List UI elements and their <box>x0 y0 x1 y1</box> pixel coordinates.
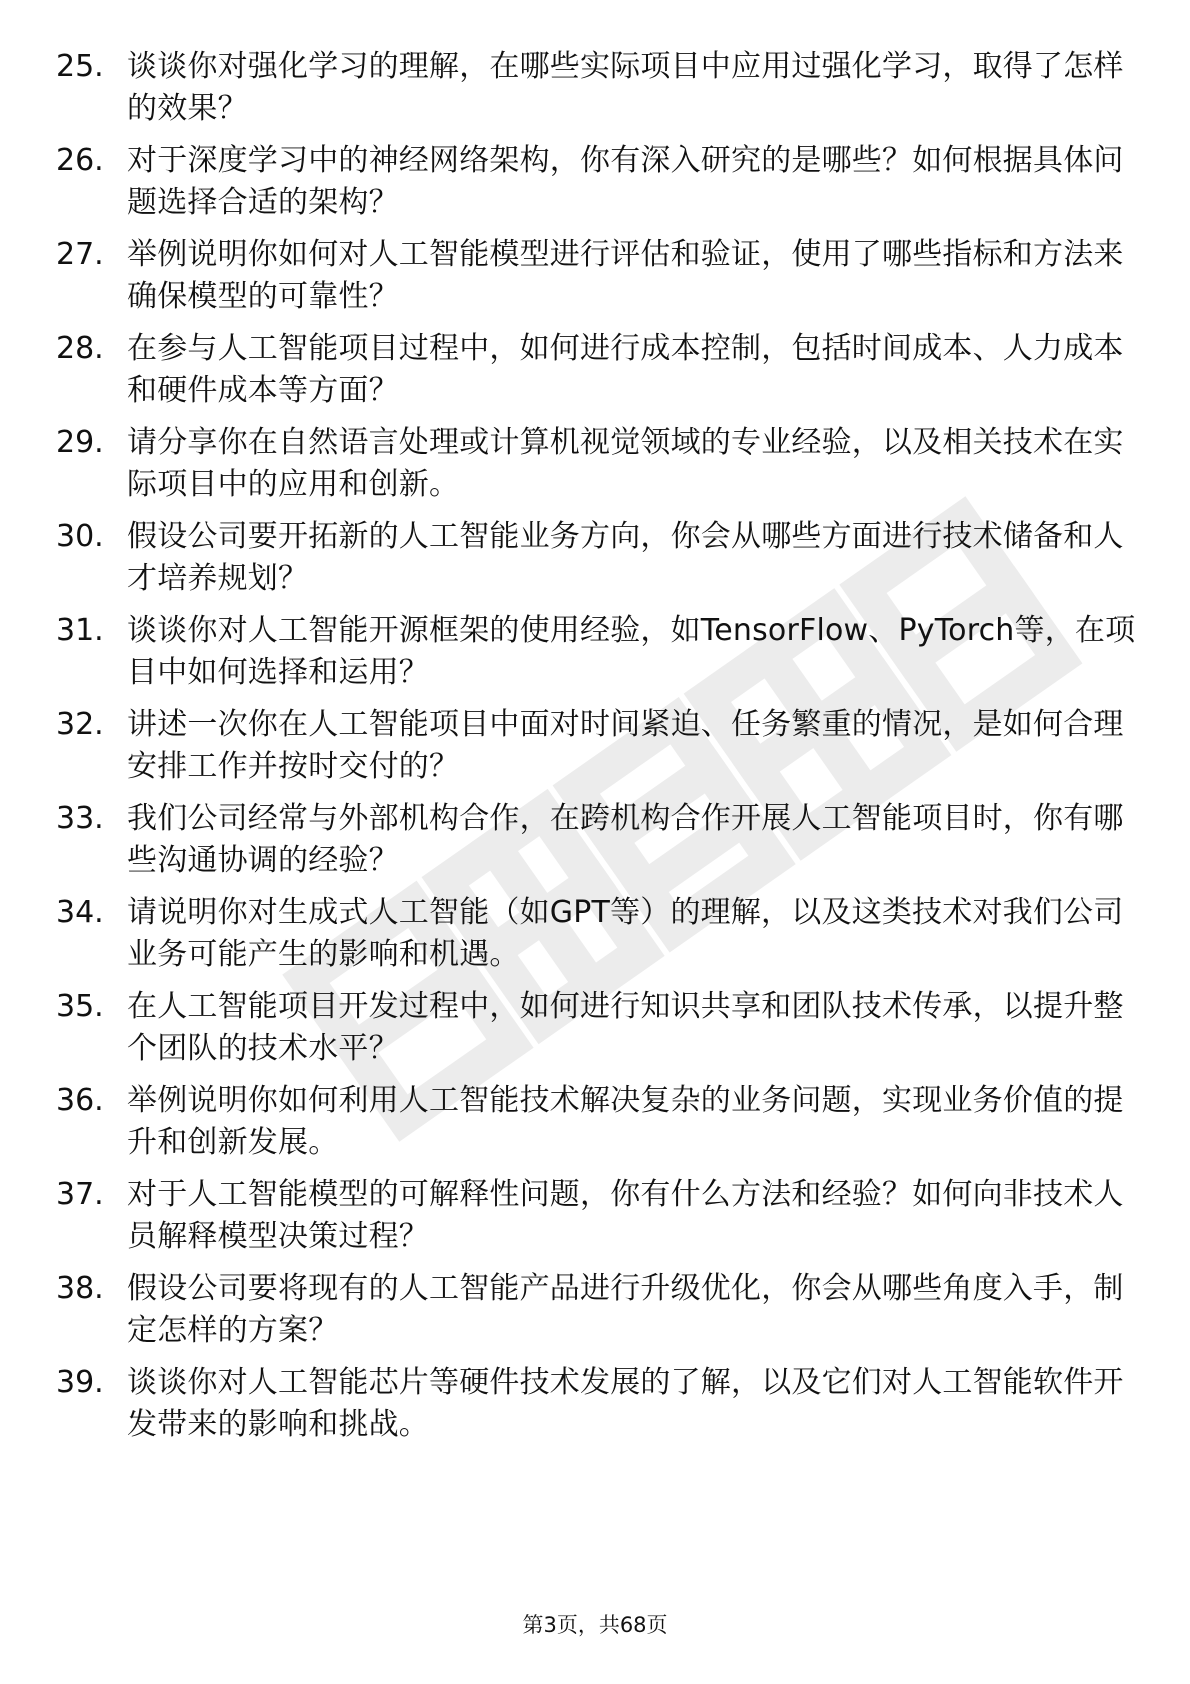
list-item <box>0 798 1190 892</box>
list-item <box>0 140 1190 234</box>
list-item <box>0 1268 1190 1362</box>
list-item <box>0 234 1190 328</box>
question-text: 我们公司经常与外部机构合作，在跨机构合作开展人工智能项目时，你有哪些沟通协调的经验？ <box>127 801 1124 878</box>
question-number: 30. <box>56 519 104 554</box>
question-text: 举例说明你如何利用人工智能技术解决复杂的业务问题，实现业务价值的提升和创新发展。 <box>127 1083 1124 1160</box>
question-number: 27. <box>56 237 104 272</box>
question-number: 31. <box>56 613 104 648</box>
question-text: 请分享你在自然语言处理或计算机视觉领域的专业经验，以及相关技术在实际项目中的应用和创新。 <box>127 425 1124 502</box>
question-text: 假设公司要开拓新的人工智能业务方向，你会从哪些方面进行技术储备和人才培养规划？ <box>127 519 1124 596</box>
list-item <box>0 1080 1190 1174</box>
list-item <box>0 892 1190 986</box>
list-item <box>0 704 1190 798</box>
question-text: 谈谈你对人工智能开源框架的使用经验，如TensorFlow、PyTorch等，在项目中如何选择和运用？ <box>127 613 1136 690</box>
question-number: 28. <box>56 331 104 366</box>
question-number: 26. <box>56 143 104 178</box>
list-item <box>0 610 1190 704</box>
question-text: 讲述一次你在人工智能项目中面对时间紧迫、任务繁重的情况，是如何合理安排工作并按时交付的？ <box>127 707 1124 784</box>
question-text: 在人工智能项目开发过程中，如何进行知识共享和团队技术传承，以提升整个团队的技术水平？ <box>127 989 1124 1066</box>
page-footer <box>0 1610 1190 1640</box>
question-text: 请说明你对生成式人工智能（如GPT等）的理解，以及这类技术对我们公司业务可能产生的影响和机遇。 <box>127 895 1124 972</box>
list-item <box>0 422 1190 516</box>
question-text: 在参与人工智能项目过程中，如何进行成本控制，包括时间成本、人力成本和硬件成本等方面？ <box>127 331 1124 408</box>
question-list <box>0 46 1190 1456</box>
question-number: 32. <box>56 707 104 742</box>
question-number: 34. <box>56 895 104 930</box>
question-number: 37. <box>56 1177 104 1212</box>
question-text: 对于人工智能模型的可解释性问题，你有什么方法和经验？如何向非技术人员解释模型决策过程？ <box>127 1177 1124 1254</box>
question-number: 35. <box>56 989 104 1024</box>
list-item <box>0 1362 1190 1456</box>
list-item <box>0 516 1190 610</box>
list-item <box>0 46 1190 140</box>
question-number: 39. <box>56 1365 104 1400</box>
question-number: 33. <box>56 801 104 836</box>
question-number: 36. <box>56 1083 104 1118</box>
list-item <box>0 328 1190 422</box>
question-text: 对于深度学习中的神经网络架构，你有深入研究的是哪些？如何根据具体问题选择合适的架构？ <box>127 143 1124 220</box>
question-number: 25. <box>56 49 104 84</box>
list-item <box>0 986 1190 1080</box>
question-text: 谈谈你对强化学习的理解，在哪些实际项目中应用过强化学习，取得了怎样的效果？ <box>127 49 1124 126</box>
question-text: 谈谈你对人工智能芯片等硬件技术发展的了解，以及它们对人工智能软件开发带来的影响和挑战。 <box>127 1365 1124 1442</box>
question-text: 举例说明你如何对人工智能模型进行评估和验证，使用了哪些指标和方法来确保模型的可靠性？ <box>127 237 1124 314</box>
question-number: 38. <box>56 1271 104 1306</box>
list-item <box>0 1174 1190 1268</box>
question-text: 假设公司要将现有的人工智能产品进行升级优化，你会从哪些角度入手，制定怎样的方案？ <box>127 1271 1124 1348</box>
question-number: 29. <box>56 425 104 460</box>
page-number-label: 第3页，共68页 <box>522 1613 668 1637</box>
